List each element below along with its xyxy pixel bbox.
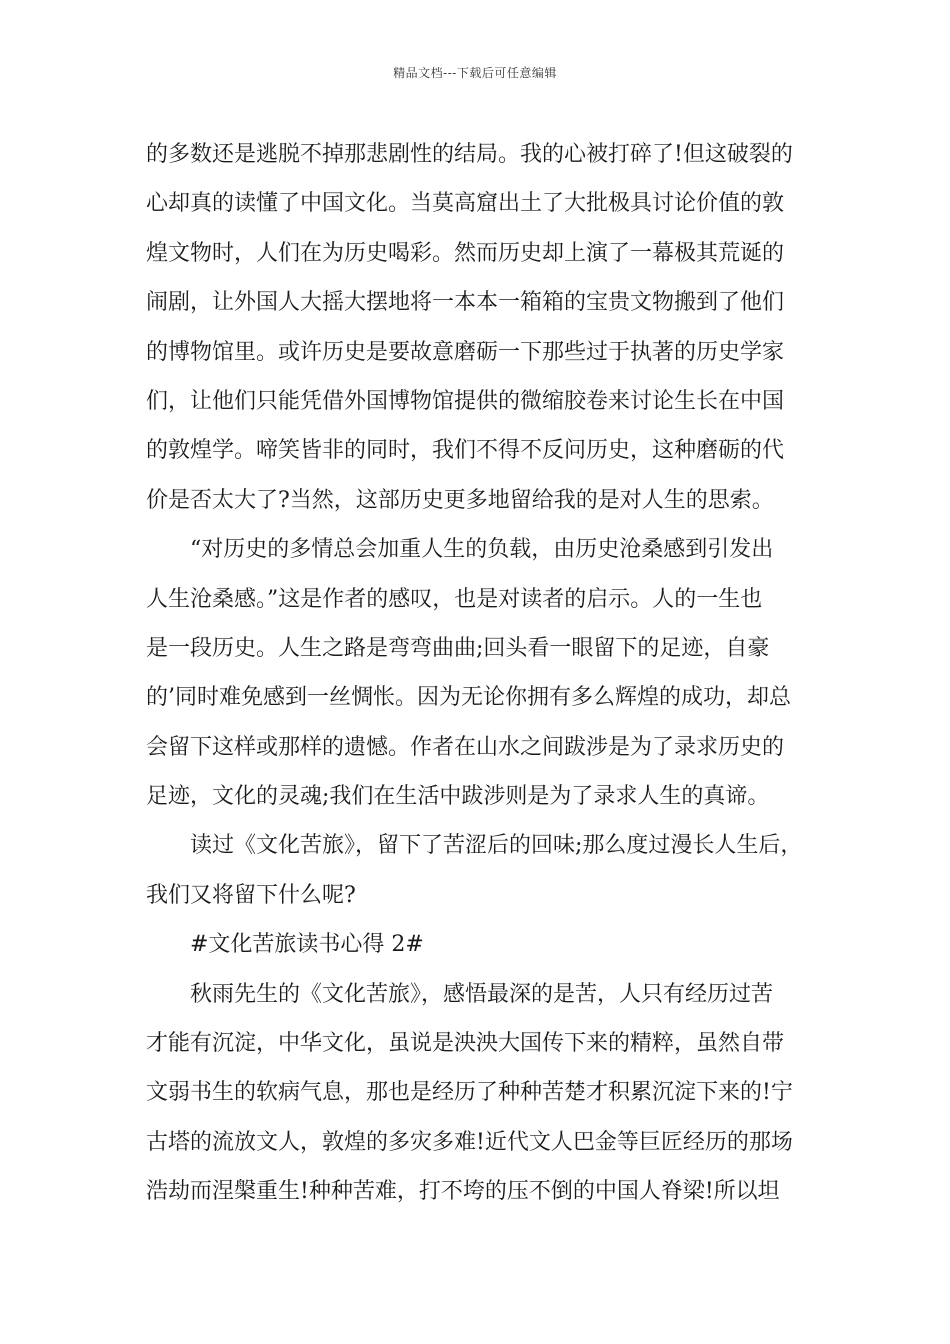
section-heading: #文化苦旅读书心得 2# [190,932,424,958]
text-line: 煌文物时，人们在为历史喝彩。然而历史却上演了一幕极其荒诞的 [146,240,785,266]
text-line: 们，让他们只能凭借外国博物馆提供的微缩胶卷来讨论生长在中国 [146,388,785,414]
text-line: 会留下这样或那样的遗憾。作者在山水之间跋涉是为了录求历史的 [146,734,785,760]
text-line: 我们又将留下什么呢? [146,882,356,908]
text-line: 的敦煌学。啼笑皆非的同时，我们不得不反问历史，这种磨砺的代 [146,438,785,464]
text-line: 人生沧桑感。”这是作者的感叹，也是对读者的启示。人的一生也 [146,586,763,612]
text-line: 是一段历史。人生之路是弯弯曲曲;回头看一眼留下的足迹，自豪 [146,635,770,661]
text-line: 浩劫而涅槃重生!种种苦难，打不垮的压不倒的中国人脊梁!所以坦 [146,1179,780,1205]
text-line: 文弱书生的软病气息，那也是经历了种种苦楚才积累沉淀下来的!宁 [146,1080,793,1106]
text-line: 古塔的流放文人，敦煌的多灾多难!近代文人巴金等巨匠经历的那场 [146,1129,793,1155]
text-line: 心却真的读懂了中国文化。当莫高窟出土了大批极具讨论价值的敦 [146,191,785,217]
document-body [146,130,816,1217]
text-line: 闹剧，让外国人大摇大摆地将一本本一箱箱的宝贵文物搬到了他们 [146,290,785,316]
text-line: 读过《文化苦旅》，留下了苦涩后的回味;那么度过漫长人生后， [190,833,803,859]
page-header: 精品文档---下载后可任意编辑 [393,66,557,80]
text-line: 价是否太大了?当然，这部历史更多地留给我的是对人生的思索。 [146,487,774,513]
text-line: “对历史的多情总会加重人生的负载，由历史沧桑感到引发出 [190,537,774,563]
text-line: 的多数还是逃脱不掉那悲剧性的结局。我的心被打碎了!但这破裂的 [146,142,793,167]
text-line: 秋雨先生的《文化苦旅》，感悟最深的是苦，人只有经历过苦 [190,981,774,1007]
text-line: 才能有沉淀，中华文化，虽说是泱泱大国传下来的精粹，虽然自带 [146,1031,785,1057]
text-line: 足迹，文化的灵魂;我们在生活中跋涉则是为了录求人生的真谛。 [146,784,770,810]
text-line: 的’同时难免感到一丝惆怅。因为无论你拥有多么辉煌的成功，却总 [146,685,791,711]
text-line: 的博物馆里。或许历史是要故意磨砺一下那些过于执著的历史学家 [146,339,785,365]
